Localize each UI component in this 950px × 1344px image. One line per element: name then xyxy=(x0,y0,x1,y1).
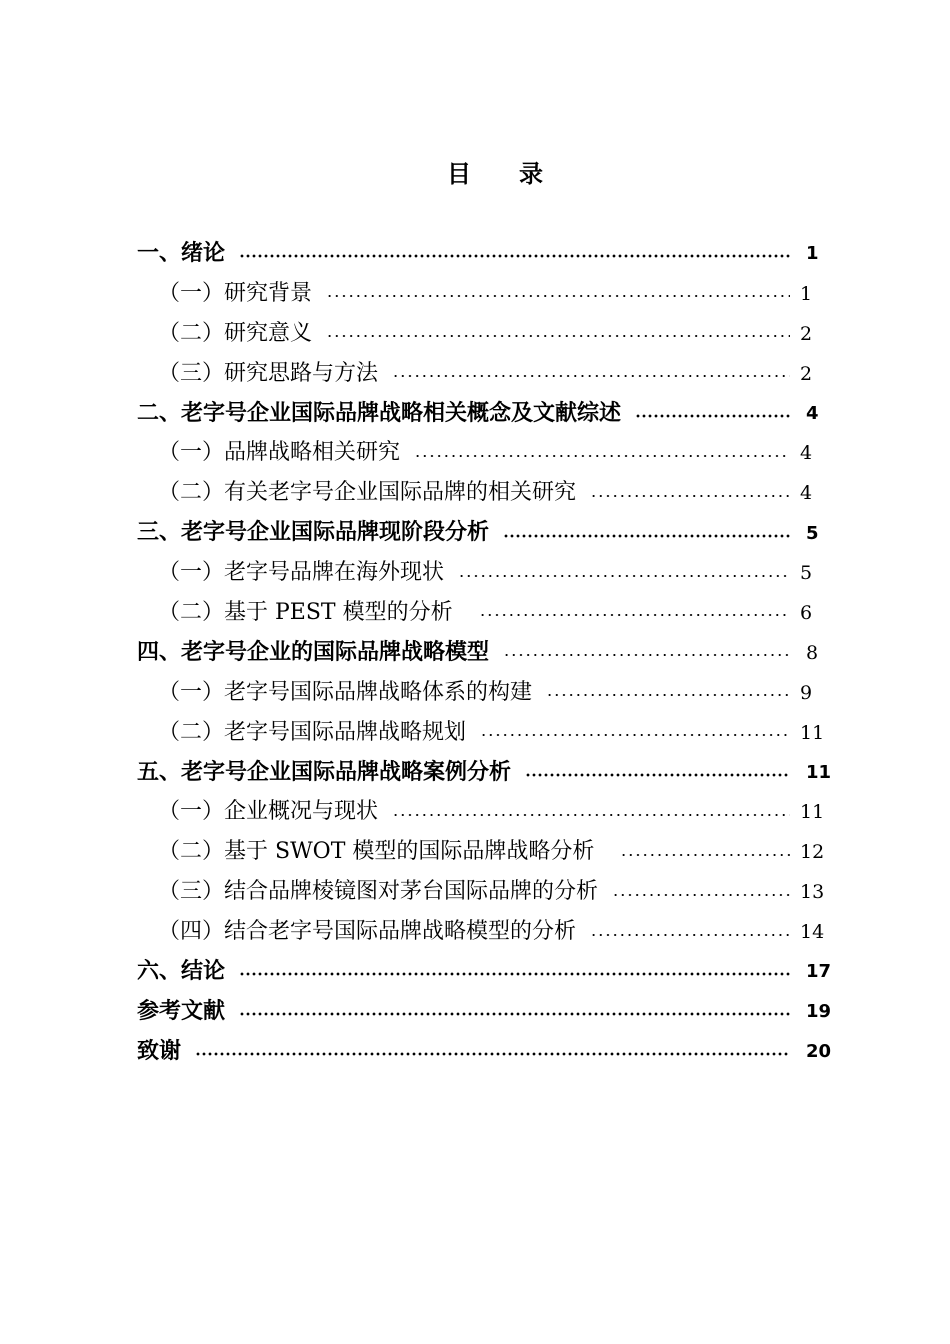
toc-entry-section xyxy=(137,673,830,713)
toc-entry-title: （一）研究背景 xyxy=(158,280,313,306)
toc-leader-dots xyxy=(392,373,790,379)
toc-leader-dots xyxy=(479,612,790,618)
toc-entry-chapter-5 xyxy=(137,753,830,793)
toc-entry-title: （一）企业概况与现状 xyxy=(158,799,379,825)
toc-entry-page: 4 xyxy=(800,442,813,465)
toc-entry-references xyxy=(137,992,830,1032)
toc-entry-title: （二）基于 PEST 模型的分析 xyxy=(158,599,453,625)
toc-leader-dots xyxy=(239,253,790,259)
toc-leader-dots xyxy=(590,493,790,499)
toc-entry-acknowledgements xyxy=(137,1032,830,1072)
toc-leader-dots xyxy=(326,333,790,339)
toc-entry-section xyxy=(137,553,830,593)
toc-leader-dots xyxy=(458,573,790,579)
toc-entry-section xyxy=(137,314,830,354)
toc-leader-dots xyxy=(503,533,790,539)
toc-entry-section xyxy=(137,832,830,872)
toc-leader-dots xyxy=(239,1011,790,1017)
toc-leader-dots xyxy=(546,692,790,698)
toc-entry-title: 四、老字号企业的国际品牌战略模型 xyxy=(137,639,490,665)
toc-entry-title: （一）品牌战略相关研究 xyxy=(158,440,401,466)
toc-entry-page: 5 xyxy=(800,562,813,585)
toc-entry-page: 1 xyxy=(806,243,819,265)
toc-entry-title: （二）有关老字号企业国际品牌的相关研究 xyxy=(158,480,577,506)
toc-entry-section xyxy=(137,792,830,832)
toc-entry-page: 1 xyxy=(800,282,813,305)
toc-leader-dots xyxy=(620,852,790,858)
toc-entry-page: 19 xyxy=(806,1001,832,1023)
toc-entry-title: （四）结合老字号国际品牌战略模型的分析 xyxy=(158,919,577,945)
toc-entry-chapter-4 xyxy=(137,633,830,673)
toc-entry-title: （一）老字号品牌在海外现状 xyxy=(158,560,445,586)
toc-leader-dots xyxy=(525,772,790,778)
toc-entry-title: 参考文献 xyxy=(137,998,226,1024)
toc-entry-title: 致谢 xyxy=(137,1038,182,1064)
toc-leader-dots xyxy=(503,652,790,658)
toc-entry-page: 2 xyxy=(800,362,813,385)
toc-entry-page: 11 xyxy=(800,801,825,824)
toc-heading: 目 录 xyxy=(447,160,543,188)
table-of-contents xyxy=(137,234,830,1072)
toc-entry-title: （二）研究意义 xyxy=(158,320,313,346)
toc-entry-title: （一）老字号国际品牌战略体系的构建 xyxy=(158,679,533,705)
toc-entry-section xyxy=(137,912,830,952)
toc-leader-dots xyxy=(590,932,790,938)
toc-entry-page: 17 xyxy=(806,961,832,983)
toc-entry-chapter-6 xyxy=(137,952,830,992)
toc-entry-page: 8 xyxy=(806,641,819,664)
toc-entry-page: 13 xyxy=(800,881,825,904)
toc-leader-dots xyxy=(414,453,790,459)
toc-entry-title: 三、老字号企业国际品牌现阶段分析 xyxy=(137,520,490,546)
toc-entry-section xyxy=(137,274,830,314)
toc-entry-section xyxy=(137,593,830,633)
toc-entry-chapter-2 xyxy=(137,394,830,434)
toc-entry-page: 14 xyxy=(800,921,825,944)
toc-entry-page: 4 xyxy=(806,403,819,424)
toc-entry-page: 12 xyxy=(800,841,825,864)
toc-entry-title: 二、老字号企业国际品牌战略相关概念及文献综述 xyxy=(137,400,622,426)
toc-leader-dots xyxy=(392,812,790,818)
toc-entry-title: 六、结论 xyxy=(137,958,226,984)
toc-entry-title: （三）研究思路与方法 xyxy=(158,360,379,386)
toc-entry-page: 20 xyxy=(806,1041,832,1063)
toc-entry-section xyxy=(137,872,830,912)
toc-entry-title: 一、绪论 xyxy=(137,240,226,266)
toc-entry-section xyxy=(137,713,830,753)
toc-entry-chapter-1 xyxy=(137,234,830,274)
toc-entry-section xyxy=(137,433,830,473)
toc-leader-dots xyxy=(612,892,790,898)
toc-entry-title: 五、老字号企业国际品牌战略案例分析 xyxy=(137,759,512,785)
toc-entry-section xyxy=(137,354,830,394)
toc-leader-dots xyxy=(195,1051,790,1057)
toc-entry-section xyxy=(137,473,830,513)
toc-entry-page: 11 xyxy=(806,762,832,784)
toc-entry-chapter-3 xyxy=(137,513,830,553)
toc-entry-page: 4 xyxy=(800,482,813,505)
toc-entry-title: （二）基于 SWOT 模型的国际品牌战略分析 xyxy=(158,839,595,865)
toc-entry-page: 6 xyxy=(800,601,813,624)
toc-entry-page: 5 xyxy=(806,522,819,544)
toc-entry-title: （二）老字号国际品牌战略规划 xyxy=(158,719,467,745)
toc-entry-page: 9 xyxy=(800,681,813,704)
toc-entry-title: （三）结合品牌棱镜图对茅台国际品牌的分析 xyxy=(158,879,599,905)
toc-leader-dots xyxy=(480,732,790,738)
toc-leader-dots xyxy=(326,293,790,299)
toc-entry-page: 2 xyxy=(800,322,813,345)
toc-leader-dots xyxy=(635,413,790,419)
toc-entry-page: 11 xyxy=(800,721,825,744)
toc-leader-dots xyxy=(239,971,790,977)
